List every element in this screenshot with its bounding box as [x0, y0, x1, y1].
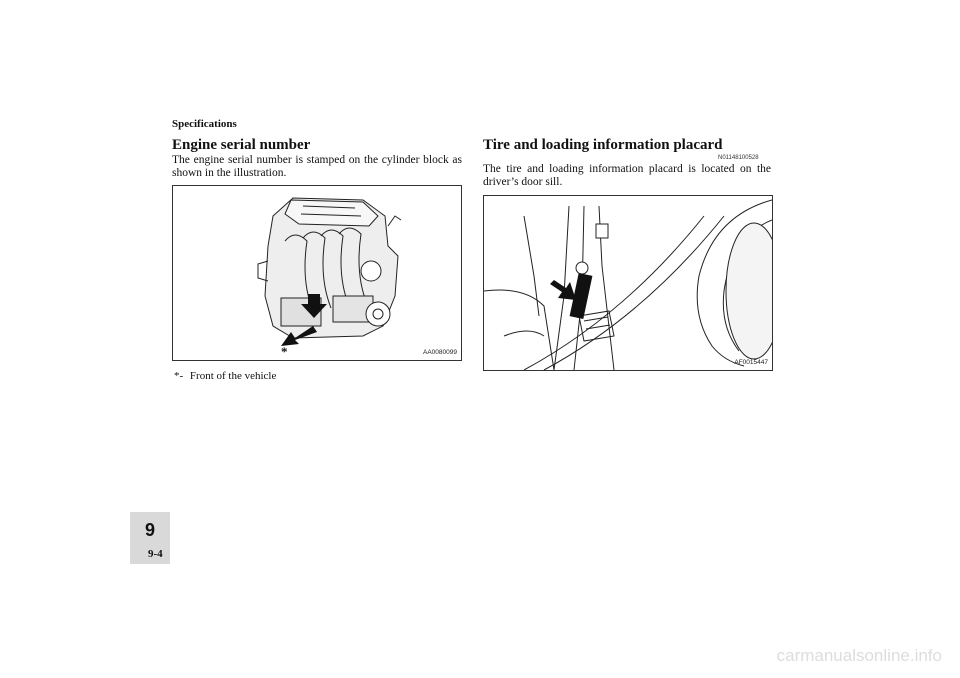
- placard-title: Tire and loading information placard: [483, 137, 723, 153]
- engine-figure-code: AA0080099: [423, 349, 457, 356]
- page-header: Specifications: [172, 118, 237, 130]
- watermark: carmanualsonline.info: [776, 646, 942, 665]
- footnote-text: Front of the vehicle: [189, 370, 277, 382]
- engine-illustration: [172, 185, 462, 361]
- footnote-marker: *-: [174, 370, 184, 382]
- doc-number: N01148100528: [718, 155, 759, 161]
- footnote: [174, 370, 276, 382]
- door-figure-code: AF0015447: [734, 359, 768, 366]
- chapter-tab: 9: [130, 512, 170, 564]
- page-number: 9-4: [148, 548, 163, 560]
- arrow-right-icon: [550, 280, 576, 300]
- door-sill-drawing: [484, 196, 772, 370]
- engine-drawing: [173, 186, 461, 360]
- figure-marker: *: [281, 344, 288, 359]
- placard-body: The tire and loading information placard is located on the driver’s door sill.: [483, 163, 771, 188]
- engine-serial-body: The engine serial number is stamped on the cylinder block as shown in the illustration.: [172, 154, 462, 179]
- engine-serial-title: Engine serial number: [172, 137, 311, 153]
- door-sill-illustration: [483, 195, 773, 371]
